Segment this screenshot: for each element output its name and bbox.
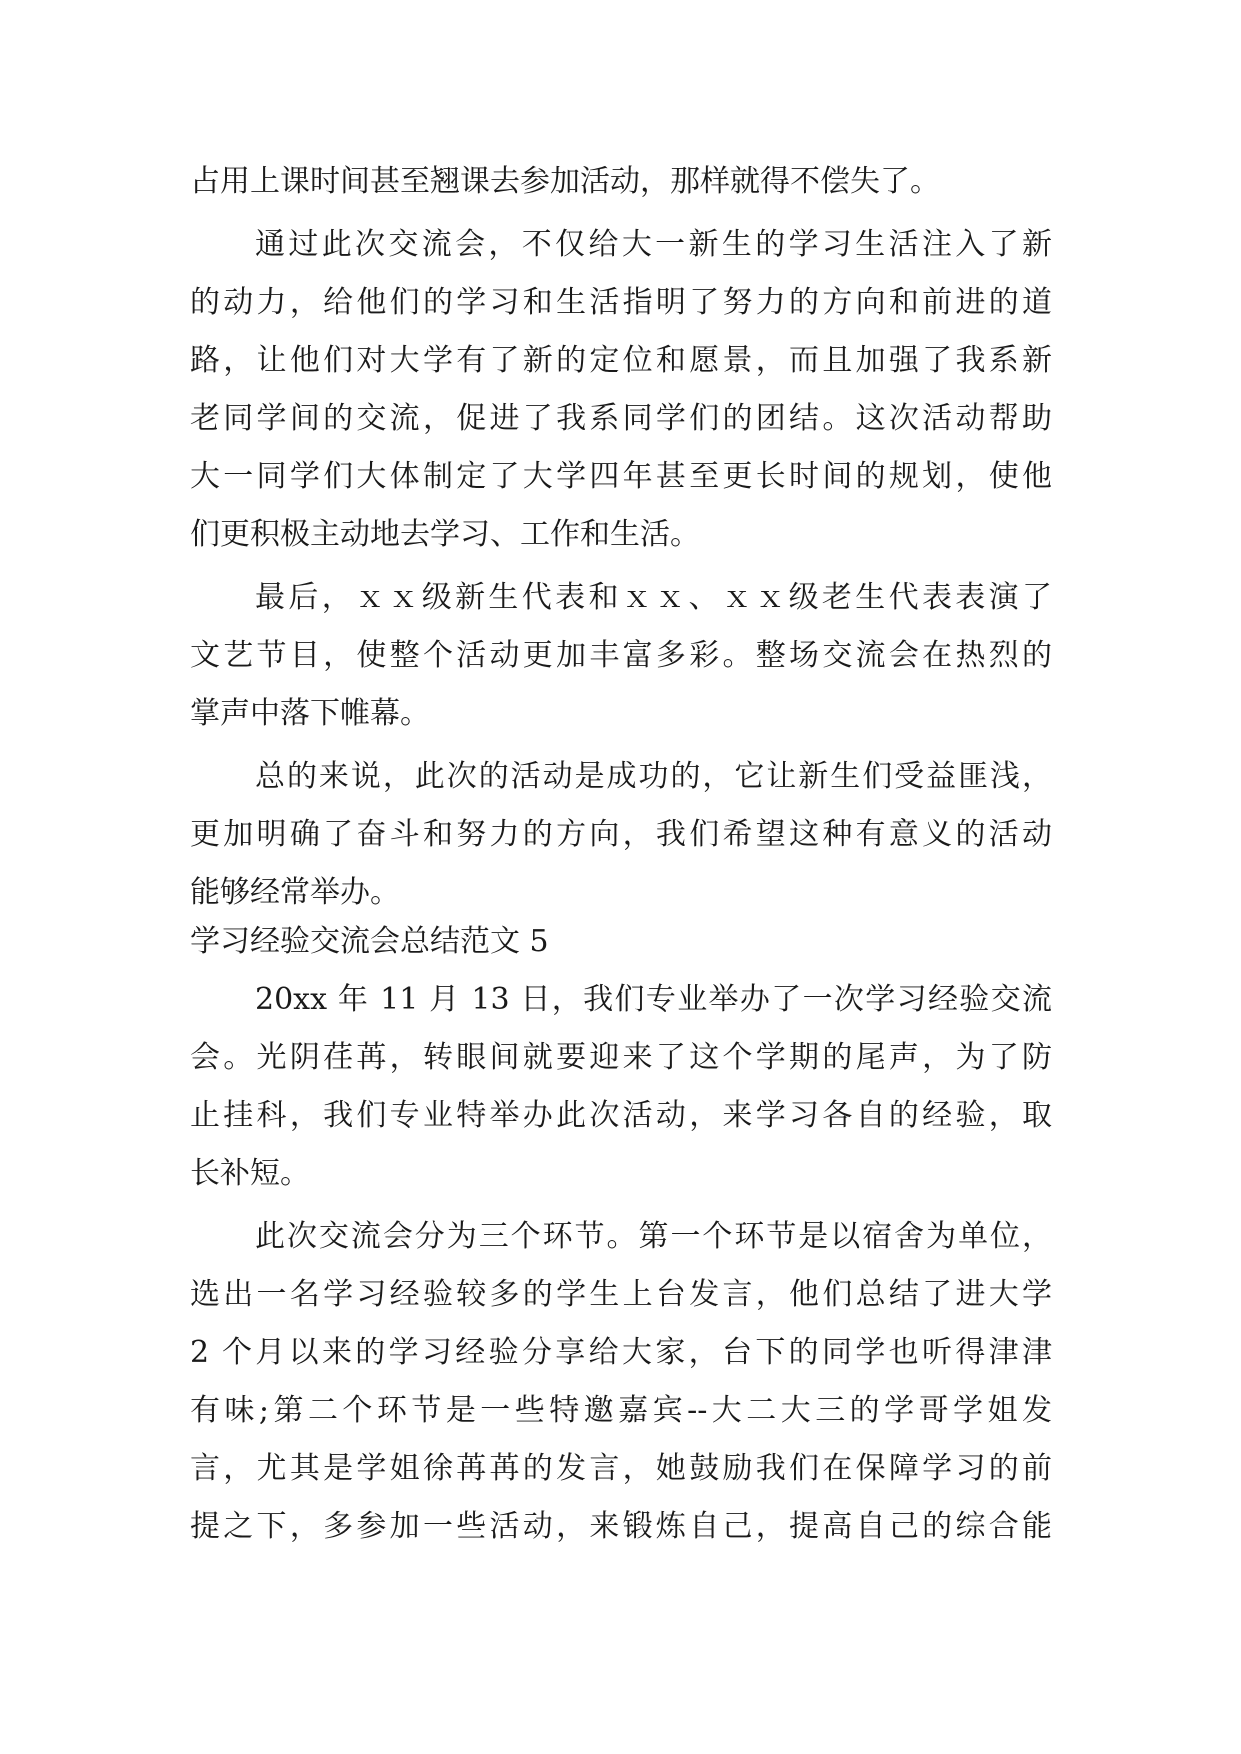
text-line: 2 个月以来的学习经验分享给大家，台下的同学也听得津津 <box>190 1335 1052 1370</box>
paragraph-first-line: 20xx 年 11 月 13 日，我们专业举办了一次学习经验交流 <box>255 982 1052 1017</box>
text-line: 有味;第二个环节是一些特邀嘉宾--大二大三的学哥学姐发 <box>190 1393 1052 1428</box>
text-line: 的动力，给他们的学习和生活指明了努力的方向和前进的道 <box>190 285 1052 320</box>
text-line: 占用上课时间甚至翘课去参加活动，那样就得不偿失了。 <box>190 164 940 199</box>
paragraph-first-line: 此次交流会分为三个环节。第一个环节是以宿舍为单位， <box>255 1219 1052 1254</box>
text-line: 提之下，多参加一些活动，来锻炼自己，提高自己的综合能 <box>190 1509 1052 1544</box>
text-line: 文艺节目，使整个活动更加丰富多彩。整场交流会在热烈的 <box>190 638 1052 673</box>
text-line: 选出一名学习经验较多的学生上台发言，他们总结了进大学 <box>190 1277 1052 1312</box>
paragraph-first-line: 总的来说，此次的活动是成功的，它让新生们受益匪浅， <box>255 759 1052 794</box>
text-line: 老同学间的交流，促进了我系同学们的团结。这次活动帮助 <box>190 401 1052 436</box>
section-heading: 学习经验交流会总结范文 5 <box>190 924 549 959</box>
text-line: 言，尤其是学姐徐苒苒的发言，她鼓励我们在保障学习的前 <box>190 1451 1052 1486</box>
text-line: 长补短。 <box>190 1156 310 1191</box>
text-line: 能够经常举办。 <box>190 875 400 910</box>
text-line: 掌声中落下帷幕。 <box>190 696 430 731</box>
text-line: 止挂科，我们专业特举办此次活动，来学习各自的经验，取 <box>190 1098 1052 1133</box>
text-line: 大一同学们大体制定了大学四年甚至更长时间的规划，使他 <box>190 459 1052 494</box>
paragraph-first-line: 最后，ｘｘ级新生代表和ｘｘ、ｘｘ级老生代表表演了 <box>255 580 1052 615</box>
text-line: 会。光阴荏苒，转眼间就要迎来了这个学期的尾声，为了防 <box>190 1040 1052 1075</box>
text-line: 们更积极主动地去学习、工作和生活。 <box>190 517 700 552</box>
text-line: 更加明确了奋斗和努力的方向，我们希望这种有意义的活动 <box>190 817 1052 852</box>
paragraph-first-line: 通过此次交流会，不仅给大一新生的学习生活注入了新 <box>255 227 1052 262</box>
text-line: 路，让他们对大学有了新的定位和愿景，而且加强了我系新 <box>190 343 1052 378</box>
